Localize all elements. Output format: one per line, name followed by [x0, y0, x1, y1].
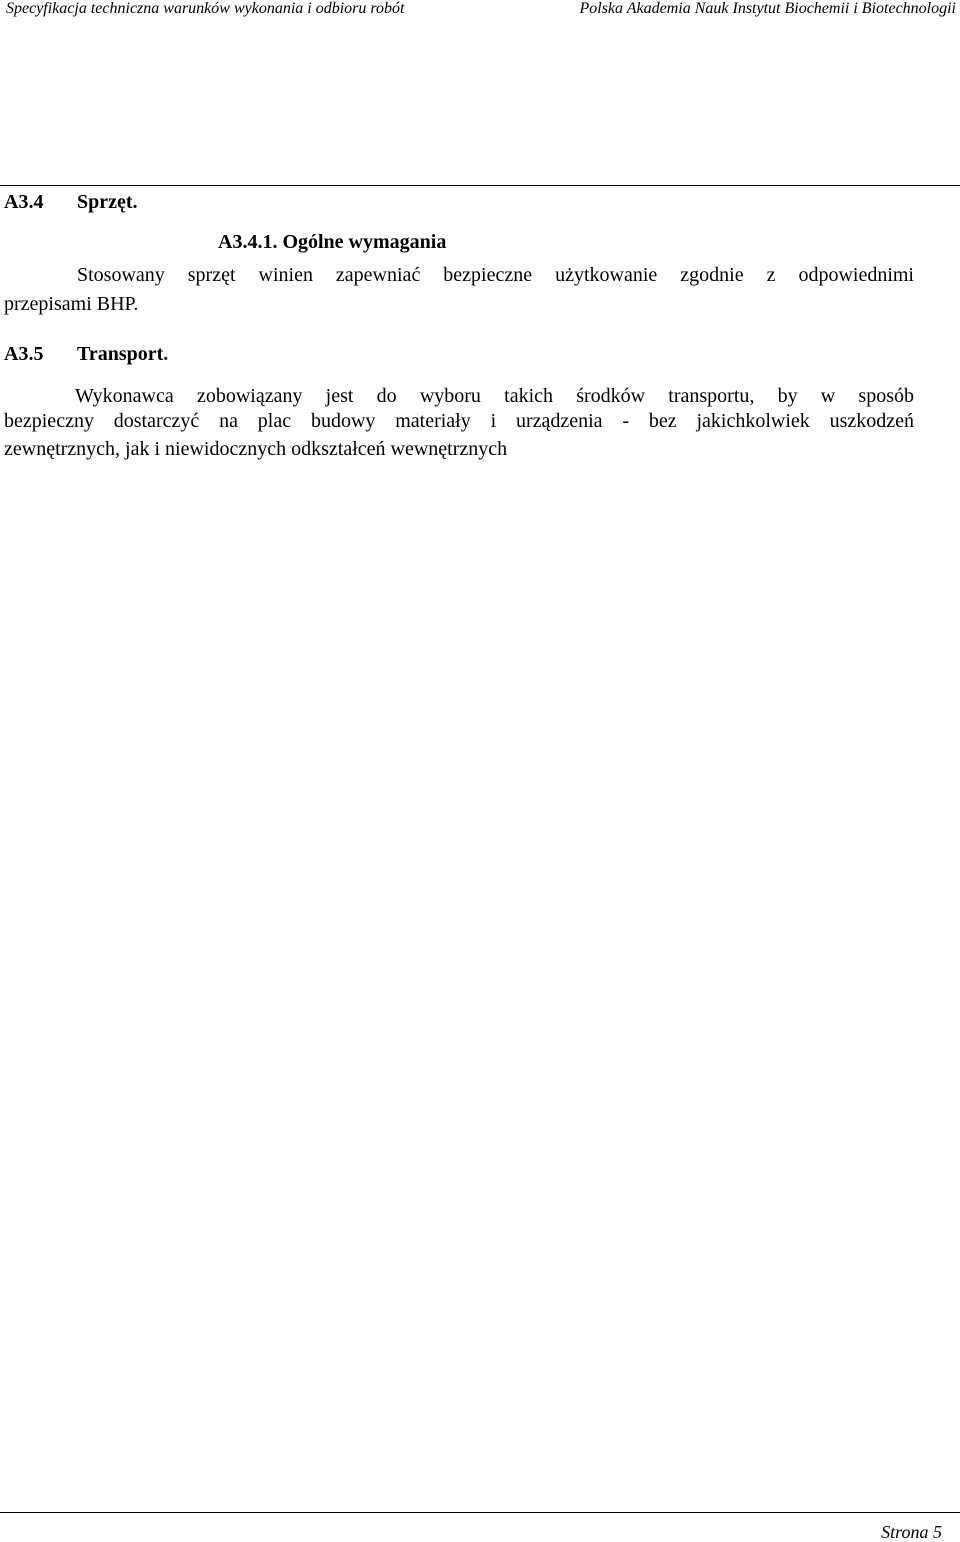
transport-paragraph-line-2: bezpieczny dostarczyć na plac budowy materiały i urządzenia - bez jakichkolwiek uszkodzeń [4, 410, 914, 432]
section-number-a35: A3.5 [4, 343, 44, 365]
section-title-equipment: Sprzęt. [77, 191, 138, 213]
running-header-right: Polska Akademia Nauk Instytut Biochemii i Biotechnologii [579, 0, 956, 17]
subsection-heading-general-requirements: A3.4.1. Ogólne wymagania [218, 231, 447, 253]
bottom-divider [0, 1512, 960, 1513]
section-number-a34: A3.4 [4, 191, 44, 213]
equipment-paragraph-line-2: przepisami BHP. [4, 293, 139, 315]
transport-paragraph-line-3: zewnętrznych, jak i niewidocznych odkształceń wewnętrznych [4, 438, 508, 460]
section-title-transport: Transport. [77, 343, 169, 365]
transport-paragraph-line-1: Wykonawca zobowiązany jest do wyboru takich środków transportu, by w sposób [75, 385, 914, 407]
top-divider [0, 185, 960, 186]
page-number: Strona 5 [881, 1522, 942, 1542]
equipment-paragraph-line-1: Stosowany sprzęt winien zapewniać bezpieczne użytkowanie zgodnie z odpowiednimi [77, 264, 914, 286]
running-header-left: Specyfikacja techniczna warunków wykonania i odbioru robót [6, 0, 405, 17]
